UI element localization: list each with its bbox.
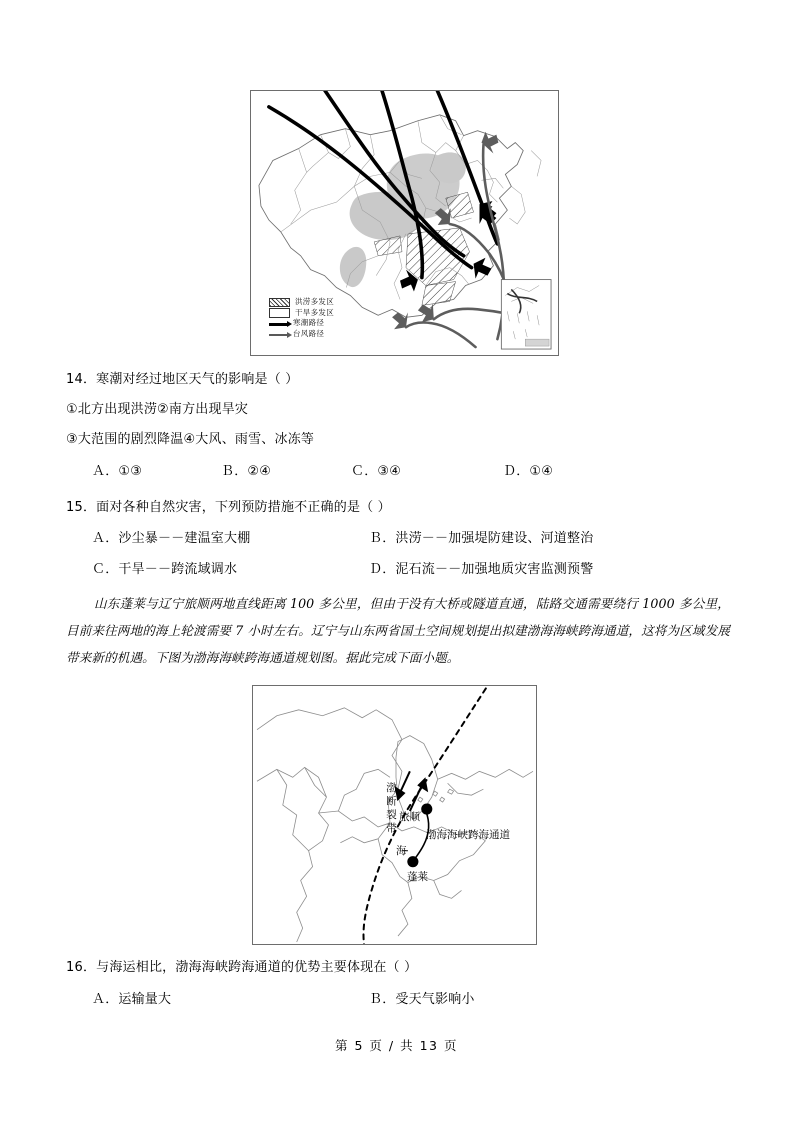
question-15-option-b[interactable]: Ｂ．洪涝－－加强堤防建设、河道整治: [369, 531, 594, 546]
question-14-option-d[interactable]: Ｄ．①④: [503, 464, 554, 479]
question-14-option-a[interactable]: Ａ．①③: [92, 464, 143, 479]
question-16-option-b[interactable]: Ｂ．受天气影响小: [369, 992, 475, 1007]
legend-row-cold-wave: [269, 318, 334, 329]
question-15-option-d[interactable]: Ｄ．泥石流－－加强地质灾害监测预警: [369, 562, 594, 577]
bohai-fault-zone-label: 渤断裂带: [385, 782, 397, 836]
legend-label-cold-wave: 寒潮路径: [293, 318, 325, 327]
neighbor-coastlines: [509, 151, 541, 224]
cold-wave-arrow-icon: [269, 323, 288, 326]
legend-row-drought: [269, 308, 334, 319]
drought-area-swatch-icon: [269, 308, 290, 318]
question-14-option-c[interactable]: Ｃ．③④: [351, 464, 402, 479]
penglai-city-dot: [407, 856, 418, 867]
lushun-city-dot: [421, 803, 432, 814]
bohai-strait-passage: 山东蓬莱与辽宁旅顺两地直线距离 100 多公里，但由于没有大桥或隧道直通，陆路交通需要绕行 1000 多公里，目前来往两地的海上轮渡需要 7 小时左右。辽宁与山东两省国土空间规划提出拟建渤海海峡跨海通道，这将为区域发展带来新的机遇。下图为渤海海峡跨海通道规划图。据此完成下面小题。: [66, 596, 730, 665]
question-14-statement-1: ①北方出现洪涝②南方出现旱灾: [66, 402, 249, 417]
legend-label-typhoon: 台风路径: [293, 328, 325, 338]
question-16-option-a[interactable]: Ａ．运输量大: [92, 992, 172, 1007]
south-china-sea-inset: [501, 280, 551, 349]
legend-label-drought: 干旱多发区: [295, 307, 334, 317]
question-14-option-b[interactable]: Ｂ．②④: [221, 464, 272, 479]
sea-label: 海: [396, 845, 407, 857]
china-natural-hazards-map: [250, 90, 559, 356]
map-legend: [269, 297, 334, 339]
bohai-strait-corridor-map: [252, 685, 537, 945]
lushun-label: 旅顺: [399, 811, 420, 823]
question-14-stem: 14．寒潮对经过地区天气的影响是（ ）: [66, 372, 299, 387]
question-14-statement-2: ③大范围的剧烈降温④大风、雨雪、冰冻等: [66, 432, 315, 447]
question-15-stem: 15．面对各种自然灾害，下列预防措施不正确的是（ ）: [66, 500, 391, 515]
flood-area-swatch-icon: [269, 298, 290, 308]
penglai-label: 蓬莱: [407, 871, 428, 883]
legend-row-flood: [269, 297, 334, 308]
question-15-option-a[interactable]: Ａ．沙尘暴－－建温室大棚: [92, 531, 251, 546]
question-15-option-c[interactable]: Ｃ．干旱－－跨流域调水: [92, 562, 238, 577]
question-16-stem: 16．与海运相比，渤海海峡跨海通道的优势主要体现在（ ）: [66, 960, 418, 975]
typhoon-arrow-icon: [269, 334, 288, 336]
cross-sea-corridor-label: 渤海海峡跨海通道: [426, 829, 510, 841]
legend-label-flood: 洪涝多发区: [295, 297, 334, 306]
page-footer: 第 5 页 / 共 13 页: [335, 1038, 458, 1053]
legend-row-typhoon: [269, 329, 334, 340]
